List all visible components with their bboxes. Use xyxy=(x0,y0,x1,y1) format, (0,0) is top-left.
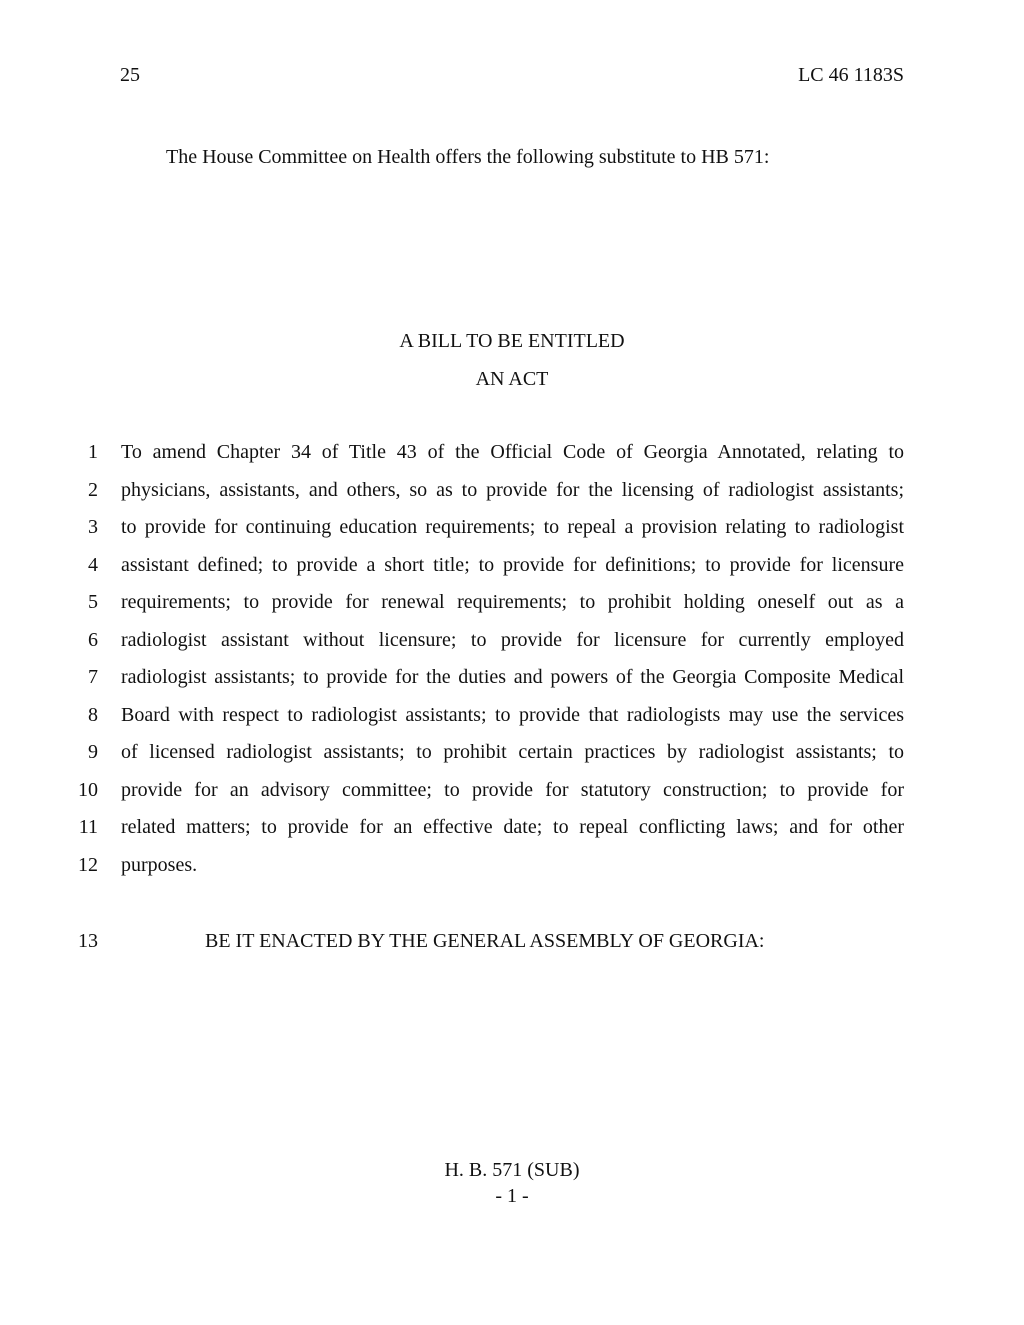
line-number: 13 xyxy=(78,930,98,952)
line-number: 7 xyxy=(88,666,98,688)
line-text: requirements; to provide for renewal requirements; to prohibit holding oneself out as a xyxy=(121,591,904,613)
bill-body xyxy=(0,439,1024,889)
bill-line xyxy=(0,664,1024,702)
bill-line xyxy=(0,514,1024,552)
line-number: 11 xyxy=(78,816,98,838)
line-text: provide for an advisory committee; to provide for statutory construction; to provide for xyxy=(121,778,904,801)
line-text: physicians, assistants, and others, so as to provide for the licensing of radiologist assistants; xyxy=(121,478,904,501)
bill-line xyxy=(0,627,1024,665)
line-number: 10 xyxy=(78,778,98,801)
bill-line xyxy=(0,777,1024,815)
line-number: 12 xyxy=(78,853,98,876)
line-number: 4 xyxy=(88,553,98,576)
line-text: assistant defined; to provide a short title; to provide for definitions; to provide for licensure xyxy=(121,553,904,576)
page-reference-number: 25 xyxy=(120,64,140,86)
line-text: radiologist assistants; to provide for the duties and powers of the Georgia Composite Medical xyxy=(121,666,904,688)
footer-page-number: - 1 - xyxy=(495,1185,529,1207)
bill-title-line-2: AN ACT xyxy=(475,368,549,390)
bill-line xyxy=(0,439,1024,477)
bill-line xyxy=(0,477,1024,515)
line-number: 3 xyxy=(88,516,98,538)
bill-line xyxy=(0,589,1024,627)
line-text: to provide for continuing education requirements; to repeal a provision relating to radiologist xyxy=(121,516,904,538)
bill-line xyxy=(0,814,1024,852)
bill-line xyxy=(0,552,1024,590)
line-text: of licensed radiologist assistants; to prohibit certain practices by radiologist assistants; to xyxy=(121,741,904,763)
line-number: 1 xyxy=(88,441,98,463)
bill-line xyxy=(0,739,1024,777)
footer-bill-id: H. B. 571 (SUB) xyxy=(444,1159,580,1181)
bill-title-line-1: A BILL TO BE ENTITLED xyxy=(399,330,625,352)
line-number: 6 xyxy=(88,628,98,651)
line-text: To amend Chapter 34 of Title 43 of the Official Code of Georgia Annotated, relating to xyxy=(121,441,904,463)
bill-line xyxy=(0,702,1024,740)
document-code: LC 46 1183S xyxy=(798,64,904,86)
line-number: 5 xyxy=(88,591,98,613)
line-text: related matters; to provide for an effective date; to repeal conflicting laws; and for other xyxy=(121,816,904,838)
line-text: Board with respect to radiologist assistants; to provide that radiologists may use the services xyxy=(121,703,904,726)
line-number: 9 xyxy=(88,741,98,763)
committee-intro: The House Committee on Health offers the following substitute to HB 571: xyxy=(166,146,770,168)
line-text: purposes. xyxy=(121,853,198,876)
line-number: 2 xyxy=(88,478,98,501)
line-number: 8 xyxy=(88,703,98,726)
line-text: radiologist assistant without licensure; to provide for licensure for currently employed xyxy=(121,628,904,651)
bill-line xyxy=(0,852,1024,890)
enacting-clause-text: BE IT ENACTED BY THE GENERAL ASSEMBLY OF GEORGIA: xyxy=(205,930,765,952)
